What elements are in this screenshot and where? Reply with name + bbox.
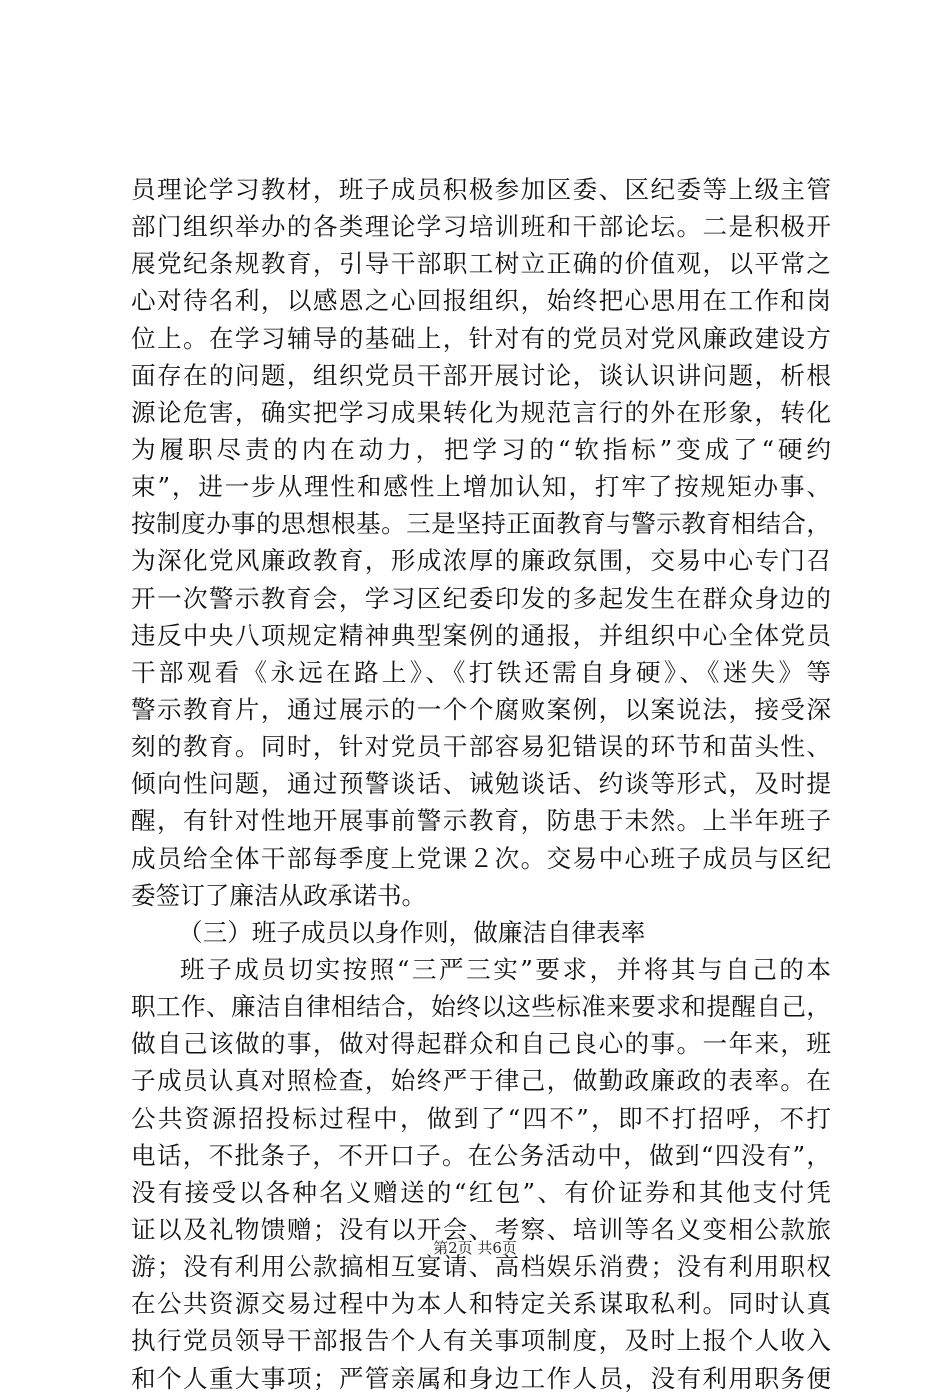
- text-line: 做自己该做的事，做对得起群众和自己良心的事。一年来，班: [131, 1029, 831, 1059]
- text-line: 位上。在学习辅导的基础上，针对有的党员对党风廉政建设方: [131, 323, 831, 353]
- text-line: 干部观看《永远在路上》、《打铁还需自身硬》、《迷失》等: [131, 657, 831, 687]
- text-line: 执行党员领导干部报告个人有关事项制度，及时上报个人收入: [131, 1326, 831, 1356]
- text-line: 按制度办事的思想根基。三是坚持正面教育与警示教育相结合，: [131, 509, 831, 539]
- text-line: 醒，有针对性地开展事前警示教育，防患于未然。上半年班子: [131, 806, 831, 836]
- text-line: 源论危害，确实把学习成果转化为规范言行的外在形象，转化: [131, 397, 831, 427]
- text-line: 部门组织举办的各类理论学习培训班和干部论坛。二是积极开: [131, 212, 831, 242]
- text-line: 职工作、廉洁自律相结合，始终以这些标准来要求和提醒自己，: [131, 992, 831, 1022]
- page-number-footer: 第2页 共6页: [433, 1239, 517, 1257]
- text-line: 倾向性问题，通过预警谈话、诫勉谈话、约谈等形式，及时提: [131, 769, 831, 799]
- text-line: 警示教育片，通过展示的一个个腐败案例，以案说法，接受深: [131, 694, 831, 724]
- text-line: 没有接受以各种名义赠送的“红包”、有价证券和其他支付凭: [131, 1177, 831, 1207]
- text-line: 电话，不批条子，不开口子。在公务活动中，做到“四没有”，: [131, 1140, 831, 1170]
- document-body: [131, 171, 831, 1397]
- text-line: 公共资源招投标过程中，做到了“四不”，即不打招呼，不打: [131, 1103, 831, 1133]
- text-line: 成员给全体干部每季度上党课２次。交易中心班子成员与区纪: [131, 843, 831, 873]
- text-line: 束”，进一步从理性和感性上增加认知，打牢了按规矩办事、: [131, 472, 831, 502]
- text-line: 在公共资源交易过程中为本人和特定关系谋取私利。同时认真: [131, 1289, 831, 1319]
- text-line: 开一次警示教育会，学习区纪委印发的多起发生在群众身边的: [131, 583, 831, 613]
- text-line: 班子成员切实按照“三严三实”要求，并将其与自己的本: [180, 954, 831, 984]
- text-line: 和个人重大事项；严管亲属和身边工作人员，没有利用职务便: [131, 1363, 831, 1393]
- text-line: 心对待名利，以感恩之心回报组织，始终把心思用在工作和岗: [131, 286, 831, 316]
- text-line: 员理论学习教材，班子成员积极参加区委、区纪委等上级主管: [131, 175, 831, 204]
- text-line: 展党纪条规教育，引导干部职工树立正确的价值观，以平常之: [131, 249, 831, 279]
- text-line: 委签订了廉洁从政承诺书。: [131, 880, 427, 910]
- section-heading: （三）班子成员以身作则，做廉洁自律表率: [178, 917, 646, 947]
- text-line: 违反中央八项规定精神典型案例的通报，并组织中心全体党员: [131, 620, 831, 650]
- text-line: 为履职尽责的内在动力，把学习的“软指标”变成了“硬约: [131, 434, 831, 464]
- text-line: 子成员认真对照检查，始终严于律己，做勤政廉政的表率。在: [131, 1066, 831, 1096]
- text-line: 游；没有利用公款搞相互宴请、高档娱乐消费；没有利用职权: [131, 1252, 831, 1282]
- text-line: 证以及礼物馈赠；没有以开会、考察、培训等名义变相公款旅: [131, 1214, 831, 1244]
- text-line: 为深化党风廉政教育，形成浓厚的廉政氛围，交易中心专门召: [131, 546, 831, 576]
- text-line: 面存在的问题，组织党员干部开展讨论，谈认识讲问题，析根: [131, 360, 831, 390]
- text-line: 刻的教育。同时，针对党员干部容易犯错误的环节和苗头性、: [131, 732, 831, 762]
